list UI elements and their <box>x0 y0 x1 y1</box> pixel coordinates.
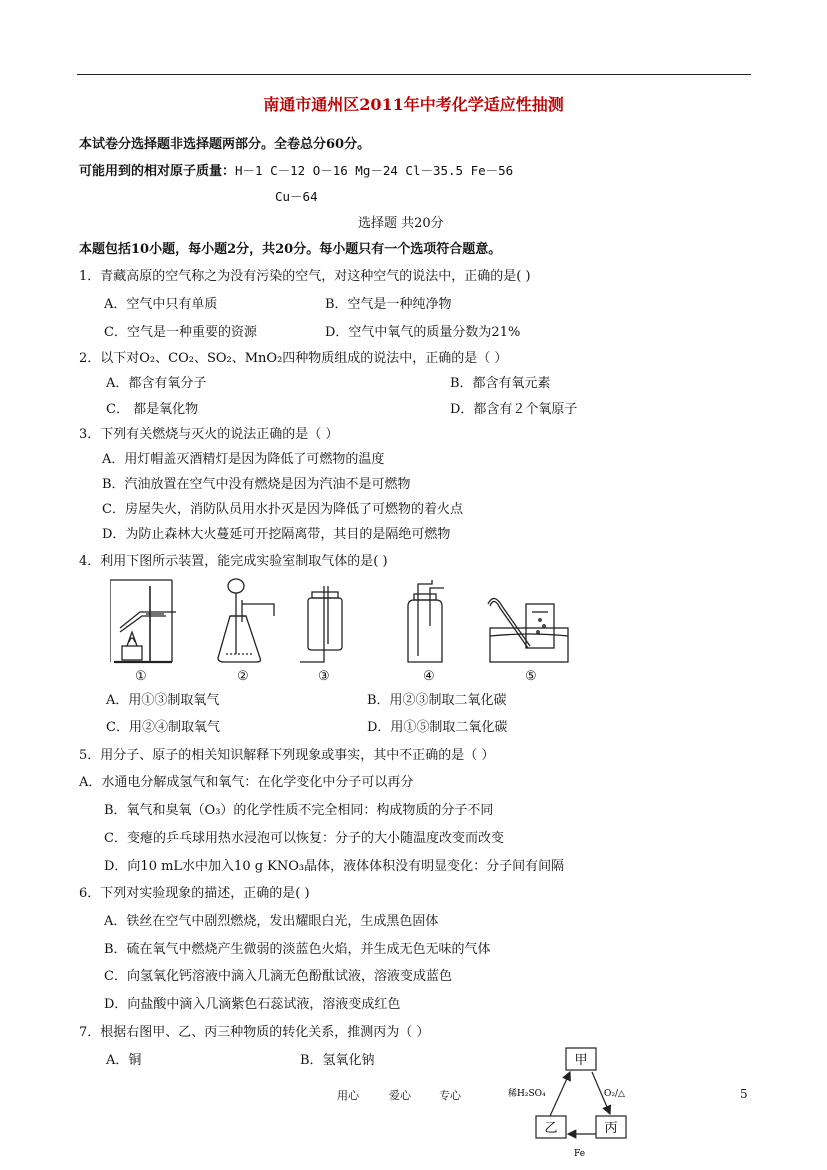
header-rule <box>77 74 751 75</box>
q4-option-c: C．用②④制取氧气 <box>106 720 220 735</box>
q3-option-c: C．房屋失火，消防队员用水扑灭是因为降低了可燃物的着火点 <box>102 502 463 517</box>
footer-motto-2: 爱心 <box>389 1089 411 1102</box>
apparatus-label-1: ① <box>135 669 147 684</box>
apparatus-label-2: ② <box>237 669 249 684</box>
apparatus-4-icon <box>400 576 448 668</box>
q6-option-c: C．向氢氧化钙溶液中滴入几滴无色酚酞试液，溶液变成蓝色 <box>104 969 452 984</box>
q3-stem: 3．下列有关燃烧与灭火的说法正确的是（ ） <box>79 427 339 442</box>
label-dilute-h2so4: 稀H₂SO₄ <box>508 1089 546 1099</box>
q3-option-a: A．用灯帽盖灭酒精灯是因为降低了可燃物的温度 <box>102 452 385 467</box>
node-bing: 丙 <box>604 1121 618 1136</box>
section-heading: 选择题 共20分 <box>358 216 444 231</box>
q6-option-d: D．向盐酸中滴入几滴紫色石蕊试液，溶液变成红色 <box>104 997 401 1012</box>
apparatus-2-icon <box>214 576 276 668</box>
q7-option-b: B．氢氧化钠 <box>300 1053 375 1068</box>
atomic-mass-values: H－1 C－12 O－16 Mg－24 Cl－35.5 Fe－56 <box>235 163 514 178</box>
q2-option-a: A．都含有氧分子 <box>106 376 207 391</box>
q5-option-a: A．水通电分解成氢气和氧气：在化学变化中分子可以再分 <box>79 775 414 790</box>
q4-option-b: B．用②③制取二氧化碳 <box>367 693 507 708</box>
node-jia: 甲 <box>574 1053 588 1068</box>
footer-motto-3: 专心 <box>439 1089 461 1102</box>
q3-option-b: B．汽油放置在空气中没有燃烧是因为汽油不是可燃物 <box>102 477 411 492</box>
apparatus-label-5: ⑤ <box>525 669 537 684</box>
apparatus-label-3: ③ <box>318 669 330 684</box>
q6-option-b: B．硫在氧气中燃烧产生微弱的淡蓝色火焰，并生成无色无味的气体 <box>104 942 491 957</box>
apparatus-5-icon <box>486 576 574 668</box>
apparatus-1-icon <box>110 576 176 668</box>
q4-option-d: D．用①⑤制取二氧化碳 <box>367 720 508 735</box>
q4-stem: 4．利用下图所示装置，能完成实验室制取气体的是( ) <box>79 554 388 569</box>
q2-option-c: C． 都是氧化物 <box>106 402 199 417</box>
label-fe: Fe <box>574 1149 586 1159</box>
q2-stem: 2．以下对O₂、CO₂、SO₂、MnO₂四种物质组成的说法中，正确的是（ ） <box>79 351 508 366</box>
q2-option-b: B．都含有氧元素 <box>450 376 551 391</box>
q1-option-a: A．空气中只有单质 <box>104 297 218 312</box>
q7-stem: 7．根据右图甲、乙、丙三种物质的转化关系，推测丙为（ ） <box>79 1025 430 1040</box>
apparatus-3-icon <box>298 576 348 668</box>
q2-option-d: D．都含有２个氧原子 <box>450 402 578 417</box>
intro-line-3: Cu－64 <box>275 189 318 204</box>
node-yi: 乙 <box>544 1121 558 1136</box>
q5-option-b: B．氧气和臭氧（O₃）的化学性质不完全相同：构成物质的分子不同 <box>104 803 494 818</box>
intro-line-2 <box>79 160 513 179</box>
q6-stem: 6．下列对实验现象的描述，正确的是( ) <box>79 886 310 901</box>
q1-option-b: B．空气是一种纯净物 <box>325 297 452 312</box>
q5-stem: 5．用分子、原子的相关知识解释下列现象或事实，其中不正确的是（ ） <box>79 748 495 763</box>
footer-motto-1: 用心 <box>337 1089 359 1102</box>
label-o2-heat: O₂/△ <box>604 1089 625 1099</box>
conversion-diagram <box>508 1046 668 1164</box>
page-title: 南通市通州区2011年中考化学适应性抽测 <box>263 95 564 114</box>
q5-option-c: C．变瘪的乒乓球用热水浸泡可以恢复：分子的大小随温度改变而改变 <box>104 831 504 846</box>
q6-option-a: A．铁丝在空气中剧烈燃烧，发出耀眼白光，生成黑色固体 <box>104 914 439 929</box>
q1-stem: 1．青藏高原的空气称之为没有污染的空气，对这种空气的说法中，正确的是( ) <box>79 269 531 284</box>
q1-option-c: C．空气是一种重要的资源 <box>104 325 257 340</box>
q1-option-d: D．空气中氧气的质量分数为21% <box>325 325 521 340</box>
atomic-mass-label: 可能用到的相对原子质量： <box>79 164 236 179</box>
apparatus-label-4: ④ <box>423 669 435 684</box>
q4-option-a: A．用①③制取氧气 <box>106 693 220 708</box>
arrow-yi-to-jia <box>550 1072 570 1116</box>
intro-line-1: 本试卷分选择题非选择题两部分。全卷总分60分。 <box>79 137 371 152</box>
q3-option-d: D．为防止森林大火蔓延可开挖隔离带，其目的是隔绝可燃物 <box>102 527 451 542</box>
page-number: 5 <box>740 1087 748 1101</box>
q7-option-a: A．铜 <box>106 1053 142 1068</box>
q5-option-d: D．向10 mL水中加入10 g KNO₃晶体，液体体积没有明显变化：分子间有间隔 <box>104 859 565 874</box>
section-instructions: 本题包括10小题，每小题2分，共20分。每小题只有一个选项符合题意。 <box>79 242 502 257</box>
